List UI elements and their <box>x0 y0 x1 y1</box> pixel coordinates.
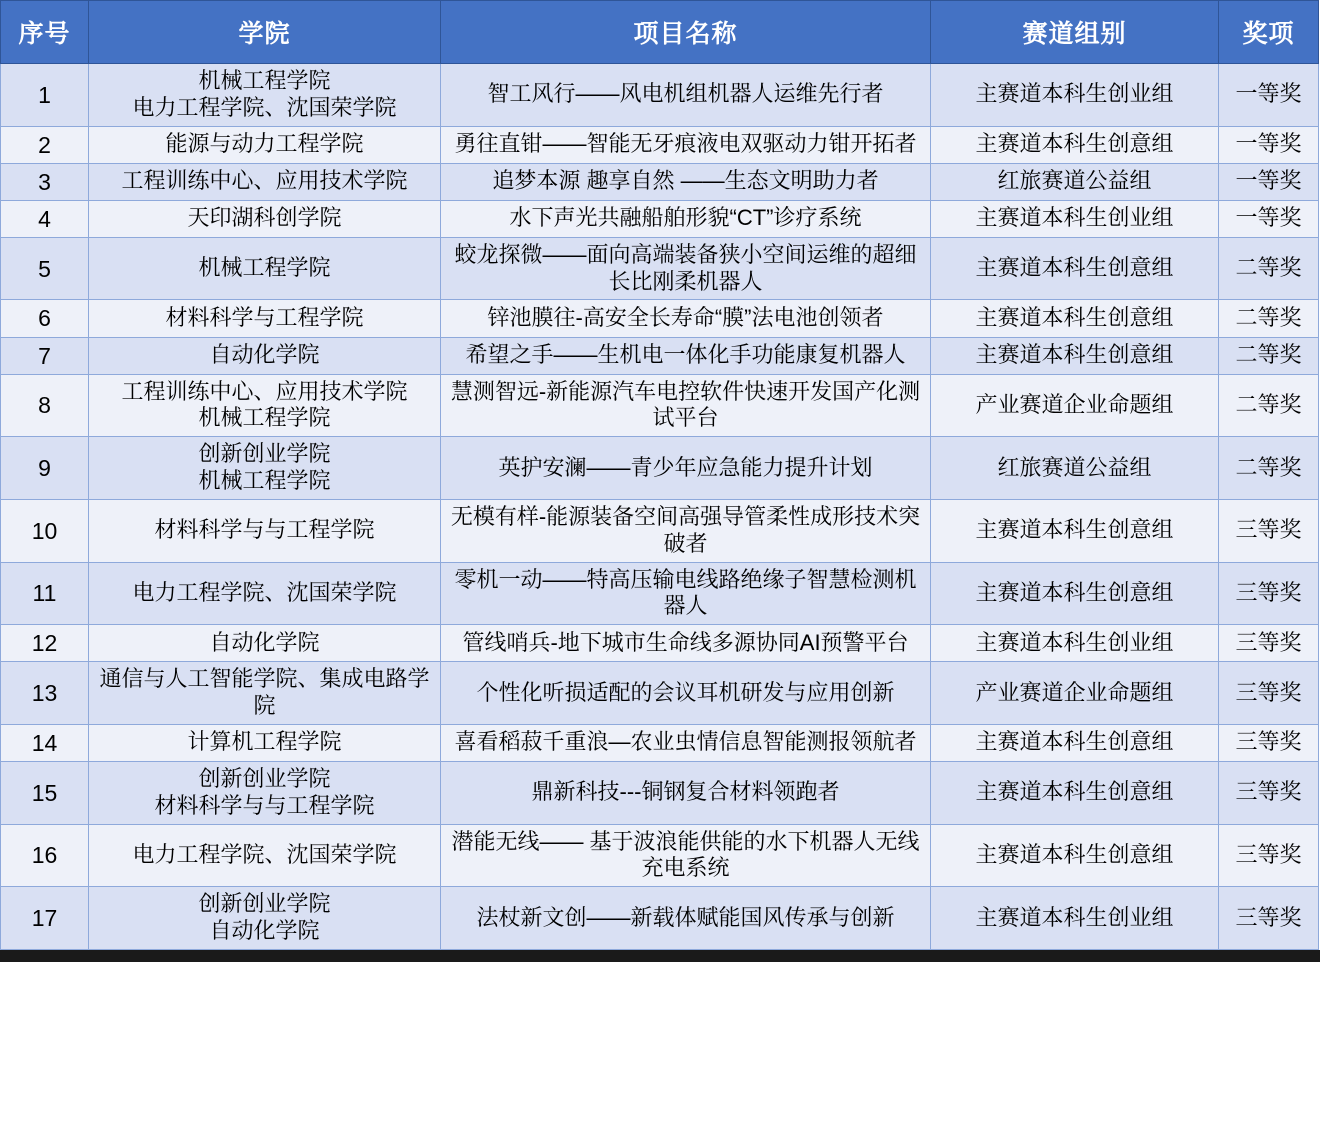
cell-college: 工程训练中心、应用技术学院 <box>89 163 441 200</box>
cell-sequence: 17 <box>1 887 89 950</box>
cell-award: 三等奖 <box>1219 562 1319 625</box>
cell-college: 能源与动力工程学院 <box>89 126 441 163</box>
table-row <box>1 662 1319 725</box>
cell-track-group: 主赛道本科生创意组 <box>931 300 1219 337</box>
table-header-row <box>1 1 1319 64</box>
cell-college: 自动化学院 <box>89 625 441 662</box>
cell-college: 通信与人工智能学院、集成电路学院 <box>89 662 441 725</box>
cell-award: 一等奖 <box>1219 64 1319 127</box>
cell-track-group: 主赛道本科生创意组 <box>931 761 1219 824</box>
table-row <box>1 126 1319 163</box>
cell-sequence: 11 <box>1 562 89 625</box>
cell-project-name: 无模有样-能源装备空间高强导管柔性成形技术突破者 <box>441 499 931 562</box>
cell-college: 计算机工程学院 <box>89 724 441 761</box>
cell-sequence: 2 <box>1 126 89 163</box>
cell-track-group: 主赛道本科生创意组 <box>931 824 1219 887</box>
table-row <box>1 163 1319 200</box>
cell-award: 三等奖 <box>1219 761 1319 824</box>
table-row <box>1 300 1319 337</box>
table-body <box>1 64 1319 950</box>
cell-project-name: 希望之手——生机电一体化手功能康复机器人 <box>441 337 931 374</box>
table-header <box>1 1 1319 64</box>
cell-award: 一等奖 <box>1219 200 1319 237</box>
cell-sequence: 14 <box>1 724 89 761</box>
cell-project-name: 个性化听损适配的会议耳机研发与应用创新 <box>441 662 931 725</box>
cell-college: 机械工程学院 电力工程学院、沈国荣学院 <box>89 64 441 127</box>
cell-track-group: 红旅赛道公益组 <box>931 163 1219 200</box>
cell-project-name: 零机一动——特高压输电线路绝缘子智慧检测机器人 <box>441 562 931 625</box>
cell-track-group: 产业赛道企业命题组 <box>931 374 1219 437</box>
cell-college: 自动化学院 <box>89 337 441 374</box>
cell-college: 材料科学与与工程学院 <box>89 499 441 562</box>
bottom-edge-strip <box>0 950 1320 962</box>
cell-track-group: 主赛道本科生创意组 <box>931 126 1219 163</box>
column-header-seq: 序号 <box>1 1 89 64</box>
table-row <box>1 724 1319 761</box>
cell-project-name: 水下声光共融船舶形貌“CT”诊疗系统 <box>441 200 931 237</box>
cell-sequence: 7 <box>1 337 89 374</box>
cell-sequence: 3 <box>1 163 89 200</box>
cell-track-group: 主赛道本科生创业组 <box>931 64 1219 127</box>
cell-sequence: 8 <box>1 374 89 437</box>
cell-college: 创新创业学院 机械工程学院 <box>89 437 441 500</box>
cell-project-name: 智工风行——风电机组机器人运维先行者 <box>441 64 931 127</box>
table-row <box>1 761 1319 824</box>
cell-sequence: 16 <box>1 824 89 887</box>
column-header-college: 学院 <box>89 1 441 64</box>
cell-project-name: 慧测智远-新能源汽车电控软件快速开发国产化测试平台 <box>441 374 931 437</box>
cell-project-name: 锌池膜往-高安全长寿命“膜”法电池创领者 <box>441 300 931 337</box>
cell-sequence: 5 <box>1 237 89 300</box>
cell-award: 二等奖 <box>1219 437 1319 500</box>
cell-award: 二等奖 <box>1219 337 1319 374</box>
cell-college: 电力工程学院、沈国荣学院 <box>89 562 441 625</box>
cell-project-name: 英护安澜——青少年应急能力提升计划 <box>441 437 931 500</box>
table-row <box>1 562 1319 625</box>
cell-award: 二等奖 <box>1219 374 1319 437</box>
cell-project-name: 蛟龙探微——面向高端装备狭小空间运维的超细长比刚柔机器人 <box>441 237 931 300</box>
cell-track-group: 主赛道本科生创意组 <box>931 499 1219 562</box>
cell-sequence: 1 <box>1 64 89 127</box>
table-row <box>1 625 1319 662</box>
cell-sequence: 9 <box>1 437 89 500</box>
cell-sequence: 6 <box>1 300 89 337</box>
cell-college: 工程训练中心、应用技术学院 机械工程学院 <box>89 374 441 437</box>
cell-award: 三等奖 <box>1219 662 1319 725</box>
table-row <box>1 64 1319 127</box>
cell-track-group: 红旅赛道公益组 <box>931 437 1219 500</box>
table-row <box>1 824 1319 887</box>
cell-sequence: 10 <box>1 499 89 562</box>
table-row <box>1 237 1319 300</box>
cell-college: 创新创业学院 自动化学院 <box>89 887 441 950</box>
cell-sequence: 13 <box>1 662 89 725</box>
cell-track-group: 主赛道本科生创业组 <box>931 625 1219 662</box>
cell-track-group: 主赛道本科生创意组 <box>931 337 1219 374</box>
table-row <box>1 887 1319 950</box>
cell-track-group: 产业赛道企业命题组 <box>931 662 1219 725</box>
column-header-track: 赛道组别 <box>931 1 1219 64</box>
cell-track-group: 主赛道本科生创意组 <box>931 724 1219 761</box>
cell-award: 三等奖 <box>1219 887 1319 950</box>
cell-track-group: 主赛道本科生创业组 <box>931 200 1219 237</box>
cell-award: 二等奖 <box>1219 300 1319 337</box>
cell-award: 三等奖 <box>1219 724 1319 761</box>
table-row <box>1 437 1319 500</box>
column-header-award: 奖项 <box>1219 1 1319 64</box>
cell-college: 材料科学与工程学院 <box>89 300 441 337</box>
cell-track-group: 主赛道本科生创业组 <box>931 887 1219 950</box>
cell-award: 三等奖 <box>1219 625 1319 662</box>
cell-project-name: 法杖新文创——新载体赋能国风传承与创新 <box>441 887 931 950</box>
cell-award: 一等奖 <box>1219 126 1319 163</box>
table-row <box>1 337 1319 374</box>
cell-college: 天印湖科创学院 <box>89 200 441 237</box>
cell-college: 机械工程学院 <box>89 237 441 300</box>
cell-college: 电力工程学院、沈国荣学院 <box>89 824 441 887</box>
cell-award: 三等奖 <box>1219 824 1319 887</box>
table-row <box>1 200 1319 237</box>
cell-project-name: 鼎新科技---铜钢复合材料领跑者 <box>441 761 931 824</box>
table-row <box>1 499 1319 562</box>
cell-project-name: 追梦本源 趣享自然 ——生态文明助力者 <box>441 163 931 200</box>
cell-sequence: 4 <box>1 200 89 237</box>
column-header-project: 项目名称 <box>441 1 931 64</box>
cell-award: 二等奖 <box>1219 237 1319 300</box>
cell-award: 一等奖 <box>1219 163 1319 200</box>
cell-project-name: 喜看稻菽千重浪—农业虫情信息智能测报领航者 <box>441 724 931 761</box>
cell-track-group: 主赛道本科生创意组 <box>931 237 1219 300</box>
cell-award: 三等奖 <box>1219 499 1319 562</box>
cell-project-name: 勇往直钳——智能无牙痕液电双驱动力钳开拓者 <box>441 126 931 163</box>
cell-sequence: 12 <box>1 625 89 662</box>
cell-track-group: 主赛道本科生创意组 <box>931 562 1219 625</box>
cell-college: 创新创业学院 材料科学与与工程学院 <box>89 761 441 824</box>
cell-project-name: 潜能无线—— 基于波浪能供能的水下机器人无线充电系统 <box>441 824 931 887</box>
cell-project-name: 管线哨兵-地下城市生命线多源协同AI预警平台 <box>441 625 931 662</box>
cell-sequence: 15 <box>1 761 89 824</box>
table-row <box>1 374 1319 437</box>
